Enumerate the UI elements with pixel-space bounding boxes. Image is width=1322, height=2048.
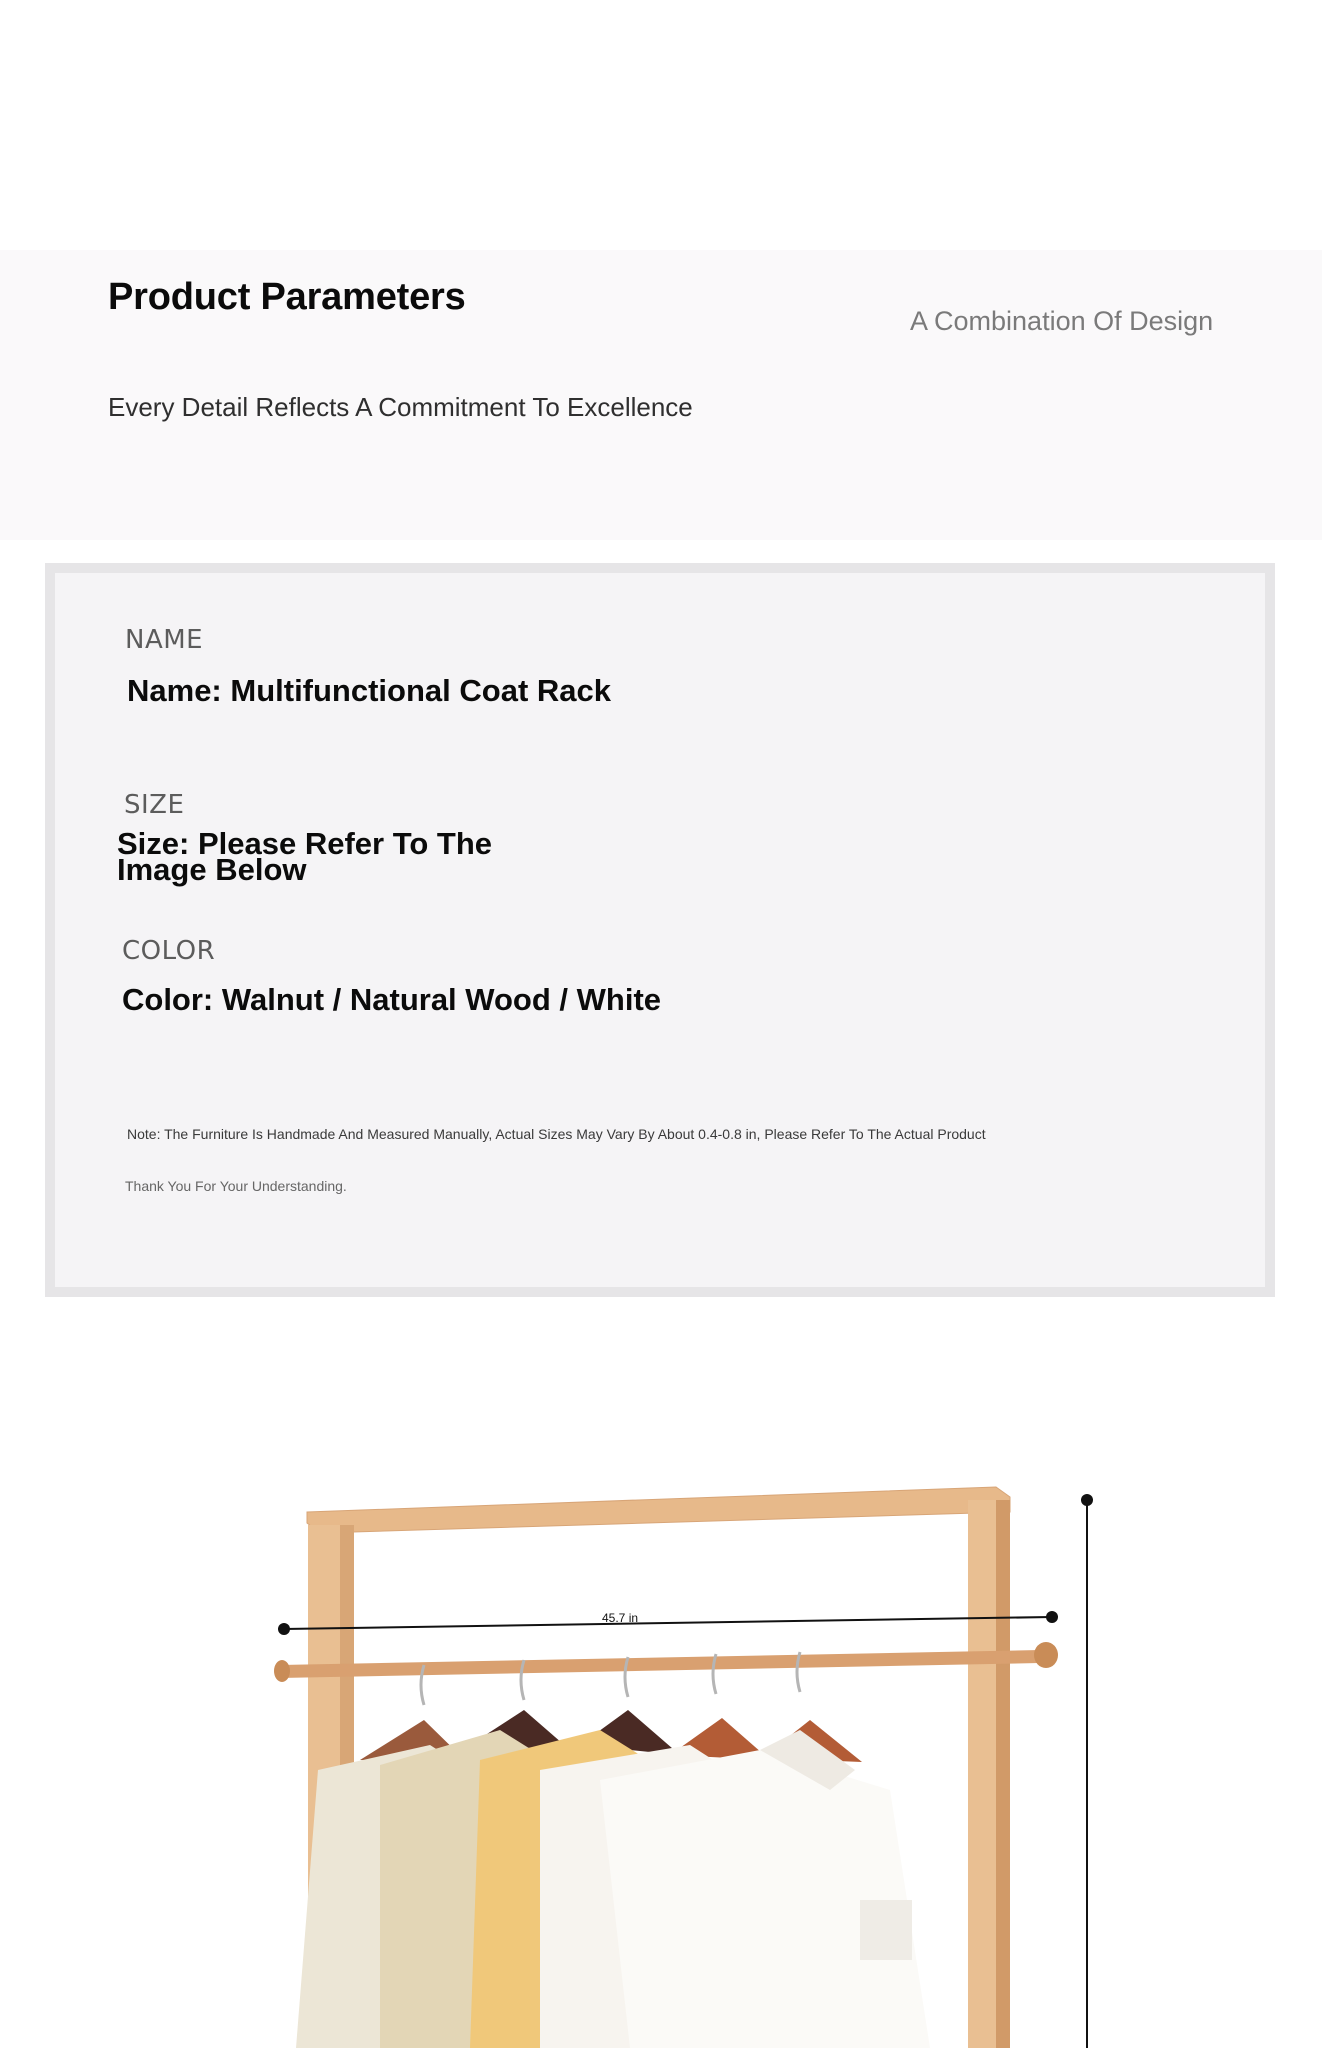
- height-dim-top-dot: [1081, 1494, 1093, 1506]
- color-value: Color: Walnut / Natural Wood / White: [122, 982, 662, 1017]
- size-value-line1: Size: Please Refer To The: [117, 826, 492, 861]
- thanks-note: Thank You For Your Understanding.: [125, 1178, 347, 1194]
- width-dim-end-dot: [1046, 1611, 1058, 1623]
- rack-right-post-shade: [996, 1500, 1010, 2048]
- page-title: Product Parameters: [108, 276, 466, 318]
- measurement-note: Note: The Furniture Is Handmade And Measured Manually, Actual Sizes May Vary By About 0.4-0.8 in, Please Refer To The Actual Product: [127, 1126, 986, 1142]
- rod-left-cap: [274, 1660, 290, 1682]
- color-label: COLOR: [122, 936, 216, 966]
- rod-right-cap: [1034, 1642, 1058, 1668]
- hanging-rod: [280, 1650, 1040, 1678]
- width-dim-start-dot: [278, 1623, 290, 1635]
- width-dimension-label: 45.7 in: [602, 1611, 639, 1625]
- size-label: SIZE: [124, 790, 185, 820]
- width-dimension-line: [284, 1617, 1052, 1629]
- size-value-line2: Image Below: [117, 852, 307, 887]
- name-label: NAME: [125, 625, 204, 655]
- page-subtitle: Every Detail Reflects A Commitment To Excellence: [108, 392, 693, 422]
- design-tagline: A Combination Of Design: [910, 306, 1214, 336]
- name-value: Name: Multifunctional Coat Rack: [127, 673, 611, 708]
- rack-top-bar: [307, 1487, 1010, 1533]
- shirts: [296, 1730, 930, 2048]
